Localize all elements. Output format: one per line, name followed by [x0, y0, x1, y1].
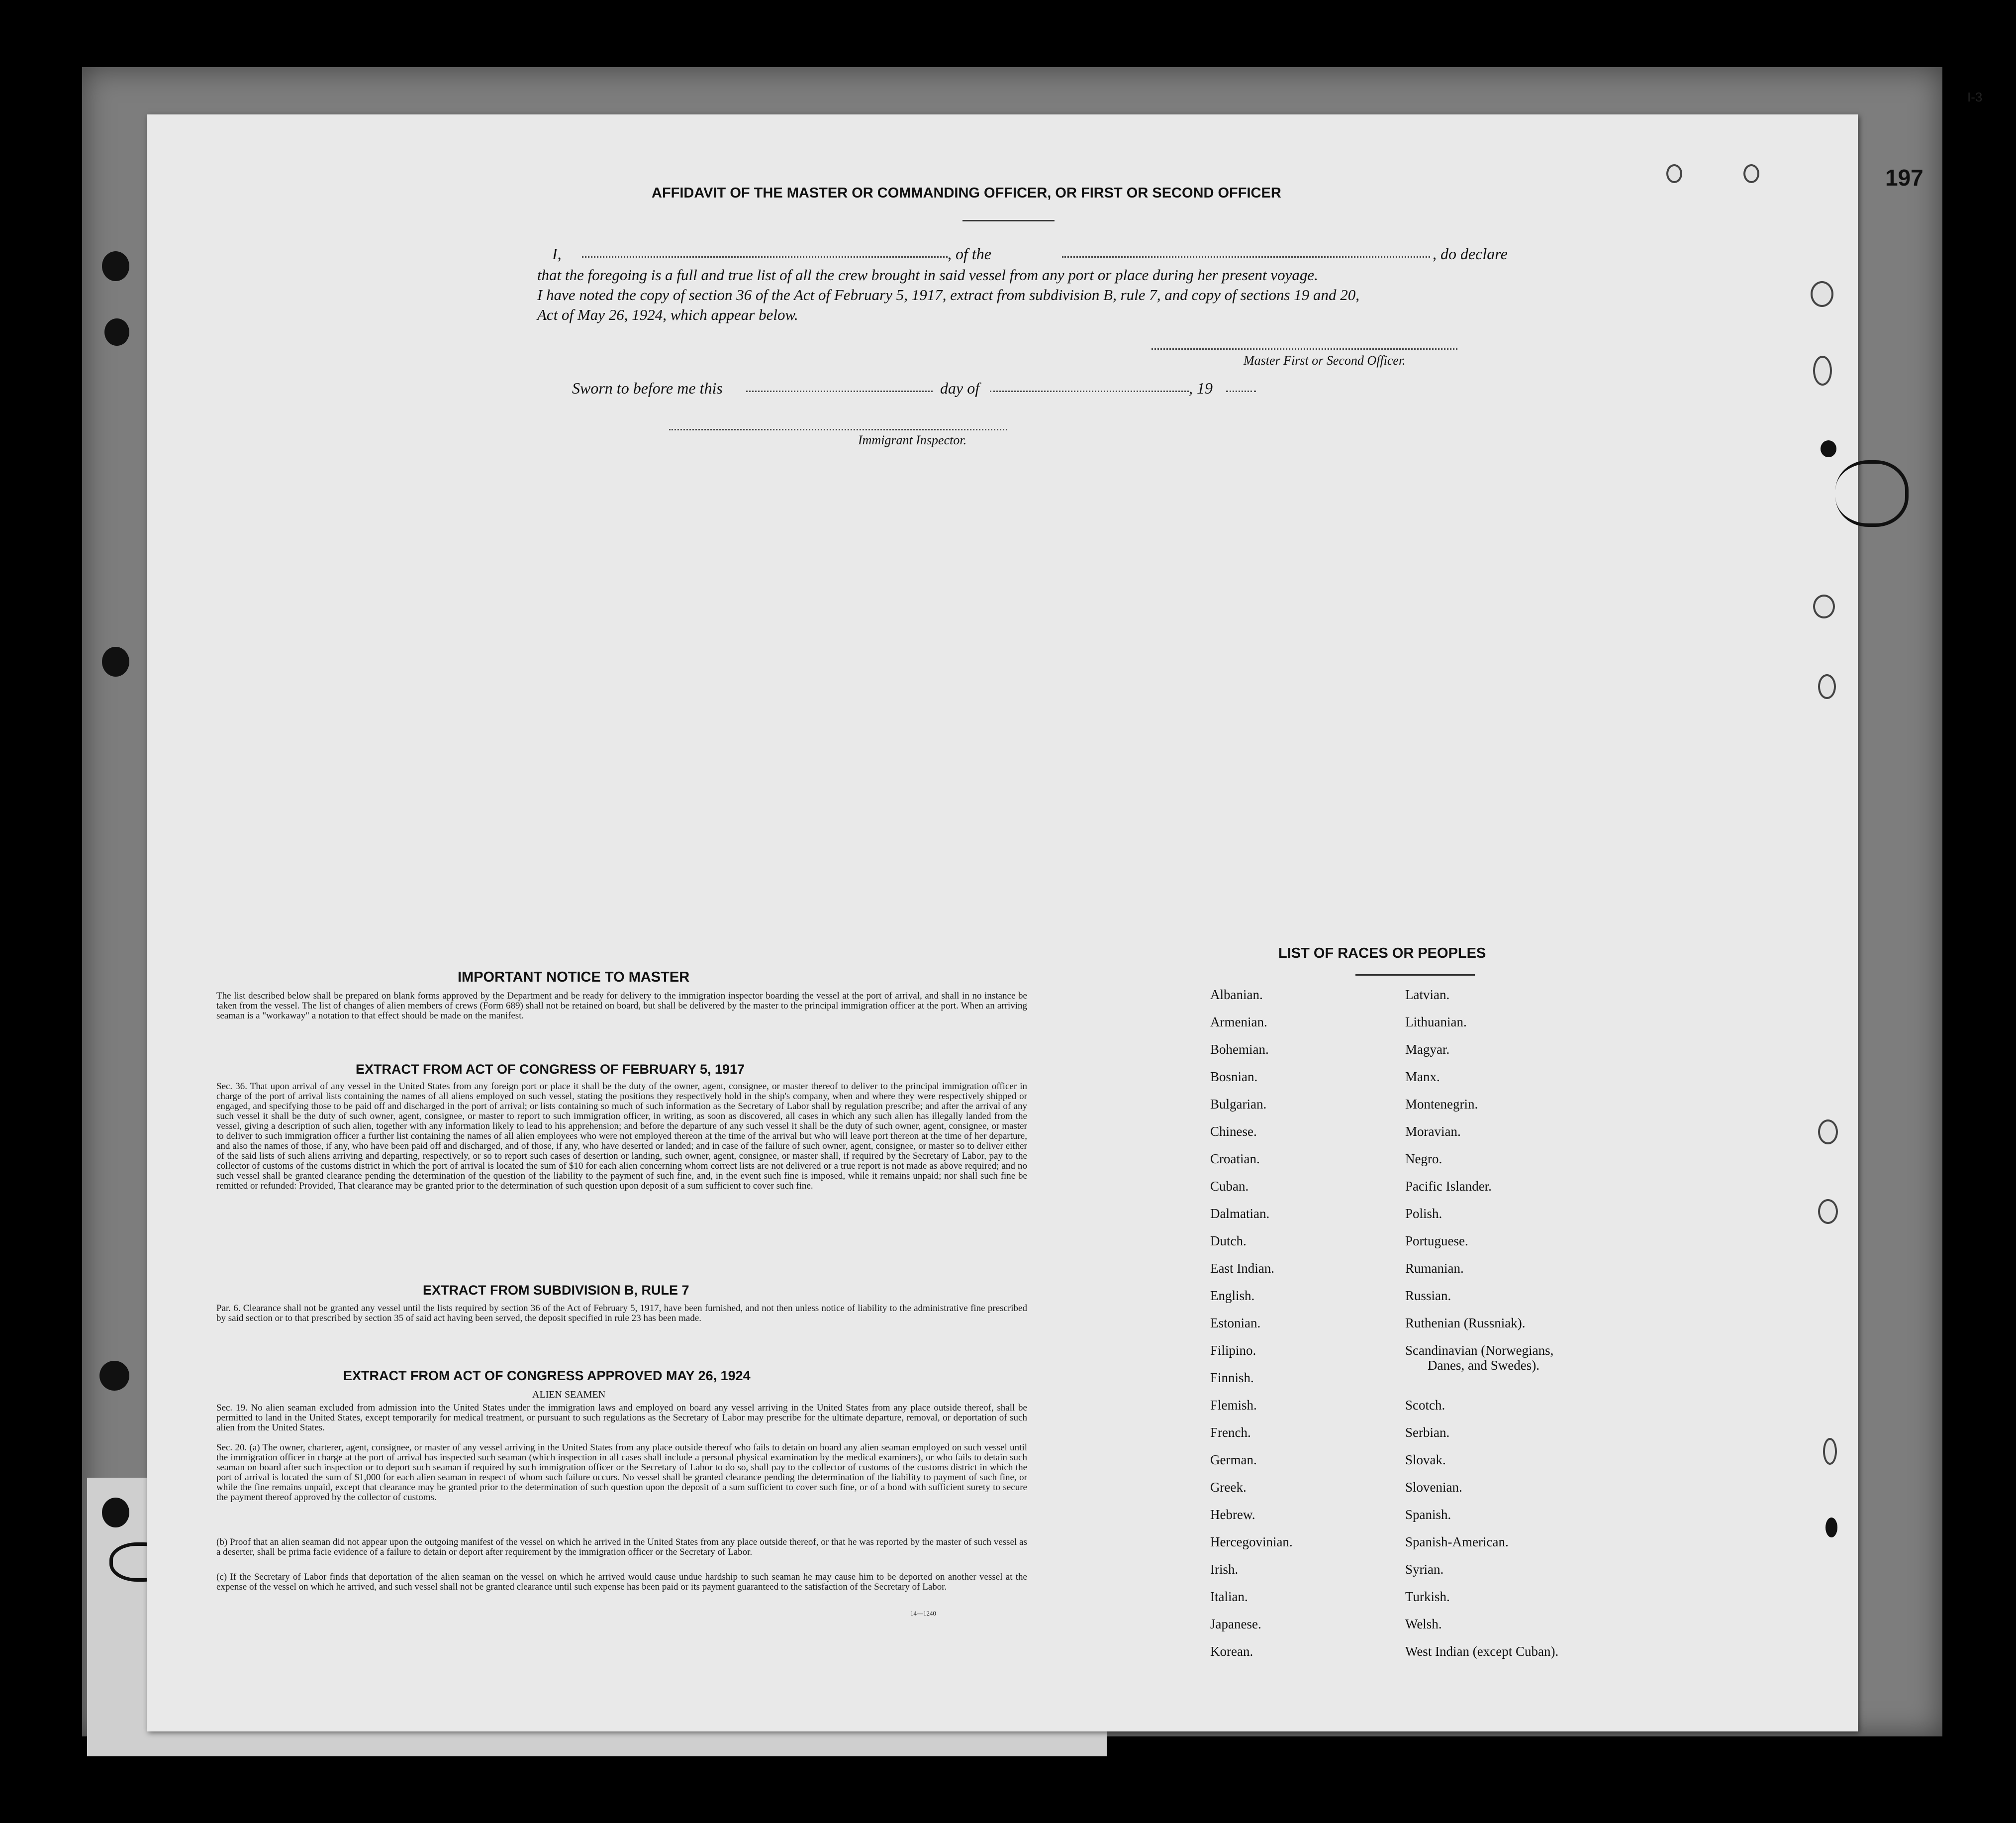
page-number: 197: [1885, 165, 1923, 191]
race-item: Montenegrin.: [1405, 1097, 1478, 1112]
race-item: Bohemian.: [1210, 1042, 1269, 1057]
race-item: Estonian.: [1210, 1316, 1261, 1330]
race-item: Spanish.: [1405, 1507, 1451, 1522]
races-title: LIST OF RACES OR PEOPLES: [1278, 945, 1486, 961]
race-item: Slovak.: [1405, 1452, 1446, 1467]
punch-hole-icon: [1821, 440, 1836, 457]
race-item: Russian.: [1405, 1288, 1451, 1303]
race-item: Polish.: [1405, 1206, 1442, 1221]
race-item: Spanish-American.: [1405, 1534, 1509, 1549]
form-number: 14—1240: [910, 1610, 936, 1617]
race-item: Korean.: [1210, 1644, 1253, 1659]
race-item: Hercegovinian.: [1210, 1534, 1293, 1549]
sec20a-text: Sec. 20. (a) The owner, charterer, agent, consignee, or master of any vessel arriving in the United States from any place outside thereof who fails to detain on board any alien seaman employed on such vessel until the immigration officer in charge at the port of arrival has inspected such seaman (which inspection in all cases shall include a personal physical examination by the medical examiners), or who fails to detain such seaman on board after such inspection or to deport such seaman if required by such immigration officer or the Secretary of Labor to do so, shall pay to the collector of customs of the customs district in which the port of arrival is located the sum of $1,000 for each alien seaman in respect of whom such failure occurs. No vessel shall be granted clearance pending the determination of the liability to payment of such fine, or while the fine remains unpaid, except that clearance may be granted prior to the determination of such question upon the deposit of a sum sufficient to cover such fine, or of a bond with sufficient surety to secure the payment thereof approved by the collector of customs.: [216, 1442, 1027, 1503]
race-item: French.: [1210, 1425, 1251, 1440]
punch-hole-icon: [1818, 1199, 1838, 1224]
divider: [962, 220, 1055, 221]
punch-hole-icon: [1811, 281, 1833, 307]
sec20b-text: (b) Proof that an alien seaman did not appear upon the outgoing manifest of the vessel on which he arrived in the United States from any place outside thereof, or that he was reported by the master of such vessel as a deserter, shall be prima facie evidence of a failure to detain or deport after requirement by the immigration officer or the Secretary of Labor.: [216, 1537, 1027, 1557]
binder-ring-icon: [102, 251, 129, 281]
race-item: Turkish.: [1405, 1589, 1450, 1604]
race-item: Italian.: [1210, 1589, 1248, 1604]
race-item: Dutch.: [1210, 1233, 1247, 1248]
affidavit-line-2: that the foregoing is a full and true list of all the crew brought in said vessel from any port or place during her present voyage.: [537, 266, 1318, 284]
race-item: Bosnian.: [1210, 1069, 1258, 1084]
sec19-text: Sec. 19. No alien seaman excluded from admission into the United States under the immigration laws and employed on board any vessel arriving in the United States from any place outside thereof, shall be permitted to land in the United States, except temporarily for medical treatment, or pursuant to such regulations as the Secretary of Labor may prescribe for the ultimate departure, removal, or deportation of such alien from the United States.: [216, 1403, 1027, 1433]
binder-ring-icon: [99, 1361, 129, 1391]
race-item: Armenian.: [1210, 1014, 1267, 1029]
race-item: Moravian.: [1405, 1124, 1461, 1139]
race-item: Bulgarian.: [1210, 1097, 1267, 1112]
extract-1924-title: EXTRACT FROM ACT OF CONGRESS APPROVED MAY 26, 1924: [343, 1368, 751, 1383]
binder-ring-icon: [104, 318, 129, 346]
race-item: Serbian.: [1405, 1425, 1450, 1440]
vessel-blank[interactable]: [1062, 256, 1430, 258]
sworn-day-blank[interactable]: [746, 391, 933, 392]
affidavit-declare-label: , do declare: [1433, 245, 1508, 263]
race-item: Scandinavian (Norwegians,: [1405, 1343, 1554, 1358]
extract-1917-text: Sec. 36. That upon arrival of any vessel in the United States from any foreign port or place it shall be the duty of the owner, agent, consignee, or master thereof to deliver to the principal immigration officer in charge of the port of arrival lists containing the names of all aliens employed on such vessel, stating the positions they respectively hold in the ship's company, when and where they were respectively shipped or engaged, and specifying those to be paid off and discharged in the port of arrival; or lists containing so much of such information as the Secretary of Labor shall by regulation prescribe; and after the arrival of any such vessel it shall be the duty of such owner, agent, consignee, or master to report to such immigration officer, in writing, as soon as discovered, all cases in which any such alien has illegally landed from the vessel, giving a description of such alien, together with any information likely to lead to his apprehension; and before the departure of any such vessel it shall be the duty of such owner, agent, consignee, or master to deliver to such immigration officer a further list containing the names of all alien employees who were not employed thereon at the time of the arrival but who will leave port thereon at the time of her departure, and also the names of those, if any, who have been paid off and discharged, and of those, if any, who have deserted or landed; and in case of the failure of such owner, agent, consignee, or master so to deliver either of the said lists of such aliens arriving and departing, respectively, or so to report such cases of desertion or landing, such owner, agent, consignee, or master shall, if required by the Secretary of Labor, pay to the collector of customs of the customs district in which the port of arrival is located the sum of $10 for each alien concerning whom correct lists are not delivered or a true report is not made as above required; and no such vessel shall be granted clearance pending the determination of the question of the liability to the payment of such fine, and, in the event such fine is imposed, while it remains unpaid; nor shall such fine be remitted or refunded: Provided, That clearance may be granted prior to the determination of such question upon deposit of a sum sufficient to cover such fine.: [216, 1081, 1027, 1191]
day-of-label: day of: [940, 379, 980, 397]
master-signature-blank[interactable]: [1152, 348, 1457, 350]
inspector-signature-blank[interactable]: [669, 429, 1007, 430]
punch-hole-icon: [1813, 595, 1835, 618]
race-item: Manx.: [1405, 1069, 1440, 1084]
form-page: [147, 114, 1858, 1731]
sworn-month-blank[interactable]: [990, 391, 1189, 392]
notice-text: The list described below shall be prepared on blank forms approved by the Department and be ready for delivery to the immigration inspector boarding the vessel at the port of arrival, and shall in no instance be taken from the vessel. The list of changes of alien members of crews (Form 689) shall not be retained on board, but shall be delivered by the master to the principal immigration officer at the port. When an arriving seaman is a "workaway" a notation to that effect should be made on the manifest.: [216, 991, 1027, 1021]
extract-1917-title: EXTRACT FROM ACT OF CONGRESS OF FEBRUARY 5, 1917: [356, 1062, 745, 1077]
race-item: German.: [1210, 1452, 1257, 1467]
paper-clip-icon: [1835, 460, 1909, 527]
punch-hole-icon: [1813, 356, 1832, 386]
race-item: Welsh.: [1405, 1617, 1442, 1631]
affidavit-line-4: Act of May 26, 1924, which appear below.: [537, 306, 798, 323]
corner-mark: I-3: [1967, 90, 1983, 104]
sworn-year-label: , 19: [1189, 379, 1213, 397]
punch-hole-icon: [1666, 164, 1682, 183]
race-item: Dalmatian.: [1210, 1206, 1270, 1221]
binder-ring-icon: [102, 647, 129, 677]
race-item: Ruthenian (Russniak).: [1405, 1316, 1526, 1330]
affidavit-title: AFFIDAVIT OF THE MASTER OR COMMANDING OFFICER, OR FIRST OR SECOND OFFICER: [652, 185, 1281, 201]
race-item: Latvian.: [1405, 987, 1450, 1002]
sec20c-text: (c) If the Secretary of Labor finds that deportation of the alien seaman on the vessel on which he arrived would cause undue hardship to such seaman he may cause him to be deported on another vessel at the expense of the vessel on which he arrived, and such vessel shall not be granted clearance until such expense has been paid or its payment guaranteed to the satisfaction of the Secretary of Labor.: [216, 1572, 1027, 1592]
notice-title: IMPORTANT NOTICE TO MASTER: [458, 969, 690, 985]
race-item: Chinese.: [1210, 1124, 1257, 1139]
race-item: English.: [1210, 1288, 1255, 1303]
race-item: West Indian (except Cuban).: [1405, 1644, 1559, 1659]
master-caption: Master First or Second Officer.: [1244, 353, 1406, 368]
inspector-caption: Immigrant Inspector.: [858, 433, 967, 447]
divider: [1355, 974, 1475, 976]
race-item: Finnish.: [1210, 1370, 1254, 1385]
punch-hole-icon: [1818, 674, 1836, 699]
punch-hole-icon: [1823, 1438, 1837, 1465]
race-item: Irish.: [1210, 1562, 1239, 1577]
sworn-year-blank[interactable]: [1226, 391, 1256, 392]
race-item: Lithuanian.: [1405, 1014, 1467, 1029]
race-item: Negro.: [1405, 1151, 1442, 1166]
race-item: Croatian.: [1210, 1151, 1260, 1166]
race-item: Greek.: [1210, 1480, 1247, 1495]
race-item: Scotch.: [1405, 1398, 1445, 1413]
binder-ring-icon: [102, 1498, 129, 1527]
punch-hole-icon: [1818, 1119, 1838, 1144]
race-item: Cuban.: [1210, 1179, 1249, 1194]
race-item: East Indian.: [1210, 1261, 1274, 1276]
race-item: Rumanian.: [1405, 1261, 1464, 1276]
sworn-label: Sworn to before me this: [572, 379, 723, 397]
race-item: Portuguese.: [1405, 1233, 1468, 1248]
races-column-1: [1210, 987, 1293, 1671]
affidavit-of-label: , of the: [948, 245, 991, 263]
affidavit-line-3: I have noted the copy of section 36 of the Act of February 5, 1917, extract from subdivision B, rule 7, and copy of sections 19 and 20,: [537, 286, 1360, 304]
race-item-continued: Danes, and Swedes).: [1428, 1358, 1539, 1373]
punch-hole-icon: [1825, 1518, 1837, 1537]
races-column-2: [1405, 987, 1558, 1671]
rule7-title: EXTRACT FROM SUBDIVISION B, RULE 7: [423, 1283, 689, 1298]
alien-seamen-subtitle: ALIEN SEAMEN: [532, 1389, 606, 1400]
race-item: Albanian.: [1210, 987, 1263, 1002]
punch-hole-icon: [1743, 164, 1759, 183]
rule7-text: Par. 6. Clearance shall not be granted any vessel until the lists required by section 36 of the Act of February 5, 1917, have been furnished, and not then unless notice of liability to the administrative fine prescribed by said section or to that prescribed by section 35 of said act having been served, the deposit specified in rule 23 has been made.: [216, 1303, 1027, 1323]
name-blank[interactable]: [582, 256, 948, 258]
race-item: Hebrew.: [1210, 1507, 1255, 1522]
race-item: Flemish.: [1210, 1398, 1257, 1413]
affidavit-i-label: I,: [552, 245, 562, 263]
race-item: Filipino.: [1210, 1343, 1256, 1358]
race-item: Japanese.: [1210, 1617, 1261, 1631]
race-item: Slovenian.: [1405, 1480, 1462, 1495]
race-item: Magyar.: [1405, 1042, 1450, 1057]
race-item: Pacific Islander.: [1405, 1179, 1492, 1194]
race-item: Syrian.: [1405, 1562, 1444, 1577]
